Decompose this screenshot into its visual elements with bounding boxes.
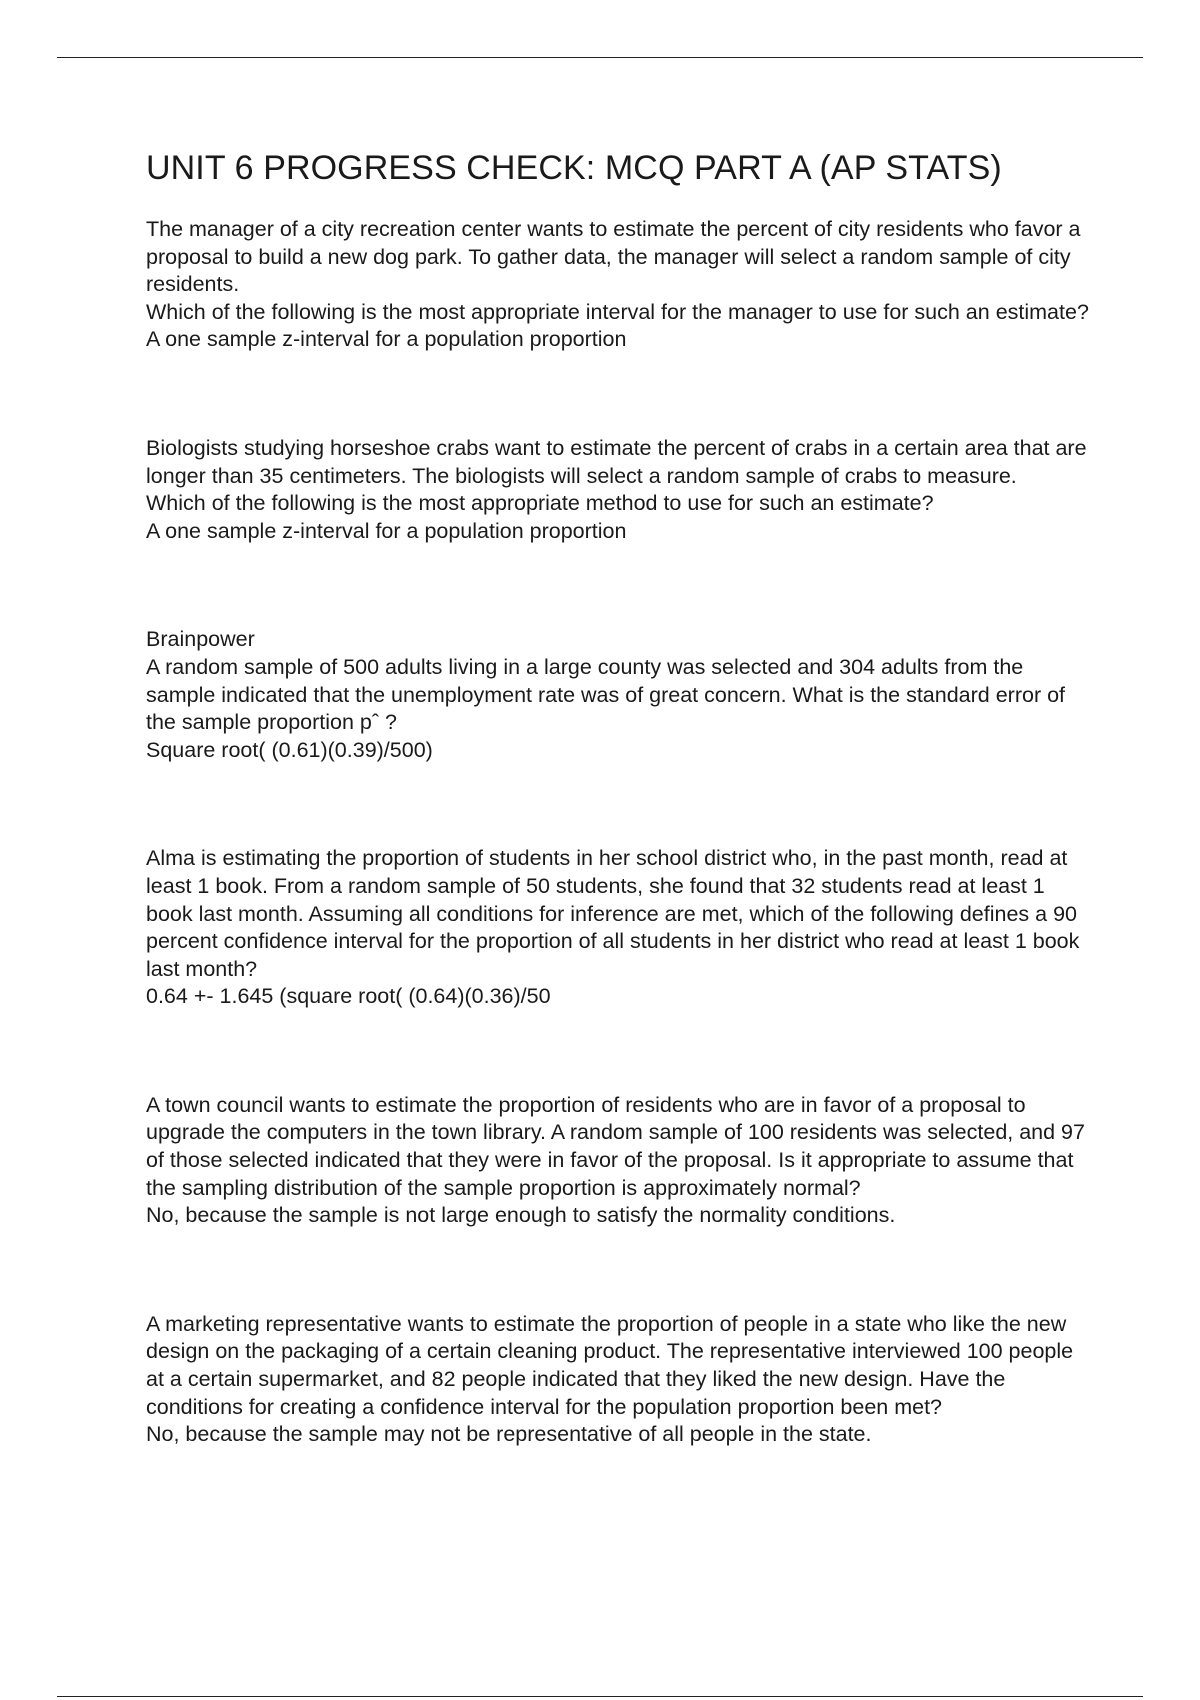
question-text: Biologists studying horseshoe crabs want to estimate the percent of crabs in a certain area that are longer than 35 centimeters. The biologists will select a random sample of crabs to measure.	[146, 435, 1087, 488]
question-text: A marketing representative wants to estimate the proportion of people in a state who like the new design on the packaging of a certain cleaning product. The representative interviewed 100 people at a certain supermarket, and 82 people indicated that they liked the new design. Have the conditions for creating a confidence interval for the population proportion been met?	[146, 1311, 1074, 1419]
question-list	[146, 216, 1096, 1449]
answer-text: A one sample z-interval for a population proportion	[146, 327, 627, 352]
answer-text: No, because the sample is not large enough to satisfy the normality conditions.	[146, 1203, 896, 1228]
top-rule	[57, 57, 1143, 58]
question-text: Alma is estimating the proportion of students in her school district who, in the past month, read at least 1 book. From a random sample of 50 students, she found that 32 students read at least 1 book last month. Assuming all conditions for inference are met, which of the following defines a 90 percent confidence interval for the proportion of all students in her district who read at least 1 book last month?	[146, 846, 1080, 981]
page-content	[146, 138, 1096, 1530]
answer-text: Square root( (0.61)(0.39)/500)	[146, 737, 433, 762]
question-text: The manager of a city recreation center wants to estimate the percent of city residents who favor a proposal to build a new dog park. To gather data, the manager will select a random sample of city residents.	[146, 217, 1081, 297]
question-prompt: Which of the following is the most appropriate interval for the manager to use for such an estimate?	[146, 299, 1089, 324]
answer-text: 0.64 +- 1.645 (square root( (0.64)(0.36)/50	[146, 984, 551, 1009]
question-prompt: Which of the following is the most appropriate method to use for such an estimate?	[146, 491, 934, 516]
question-text: Brainpower	[146, 627, 255, 652]
question-item	[146, 435, 1096, 545]
question-item	[146, 1092, 1096, 1230]
question-item	[146, 1311, 1096, 1449]
question-item	[146, 626, 1096, 764]
question-item	[146, 216, 1096, 354]
bottom-rule	[57, 1696, 1143, 1697]
answer-text: A one sample z-interval for a population proportion	[146, 518, 627, 543]
question-item	[146, 845, 1096, 1011]
page-title: UNIT 6 PROGRESS CHECK: MCQ PART A (AP STATS)	[146, 149, 1002, 187]
question-prompt: A random sample of 500 adults living in a large county was selected and 304 adults from the sample indicated that the unemployment rate was of great concern. What is the standard error of the sample proportion pˆ ?	[146, 654, 1066, 735]
answer-text: No, because the sample may not be representative of all people in the state.	[146, 1422, 872, 1447]
question-text: A town council wants to estimate the proportion of residents who are in favor of a proposal to upgrade the computers in the town library. A random sample of 100 residents was selected, and 97 of those selected indicated that they were in favor of the proposal. Is it appropriate to assume that the sampling distribution of the sample proportion is approximately normal?	[146, 1092, 1085, 1200]
